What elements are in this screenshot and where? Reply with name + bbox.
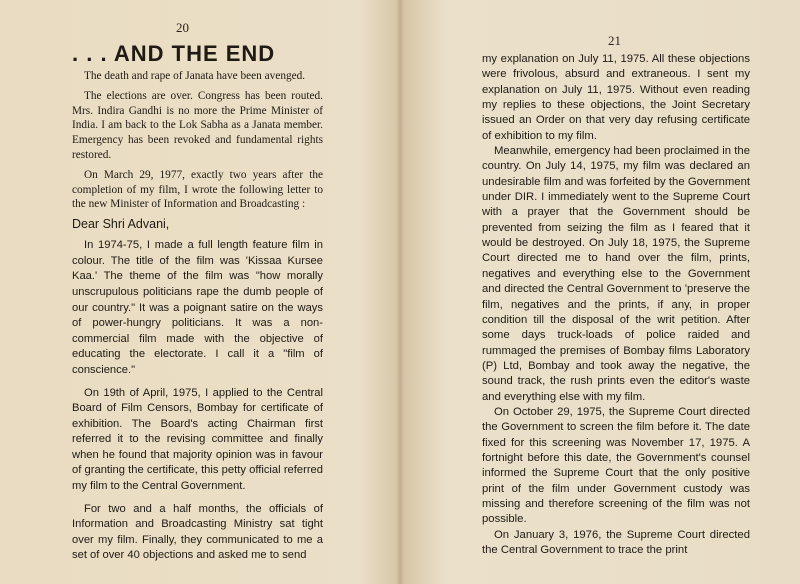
letter-text (72, 238, 323, 564)
letter-salutation: Dear Shri Advani, (72, 217, 170, 232)
right-page-content (482, 52, 750, 558)
page-number-right: 21 (608, 33, 621, 48)
right-page (402, 0, 800, 584)
intro-paragraph: The death and rape of Janata have been avenged. (84, 70, 306, 82)
intro-paragraph: The elections are over. Congress has been routed. Mrs. Indira Gandhi is no more the Prime Minister of India. I am back to the Lok Sabha as a Janata member. Emergency has been revoked and fundamental rights restored. (72, 89, 323, 161)
letter-paragraph: On October 29, 1975, the Supreme Court directed the Government to screen the film before it. The date fixed for this screening was November 17, 1975. A fortnight before this date, the Government's counsel informed the Supreme Court that the only positive print of the film under Government custody was missing and therefore screening of the film was not possible. (482, 405, 750, 526)
letter-paragraph: For two and a half months, the officials of Information and Broadcasting Ministry sat tight over my film. Finally, they communicated to me a set of over 40 objections and asked me to send (72, 502, 323, 562)
letter-paragraph: On 19th of April, 1975, I applied to the Central Board of Film Censors, Bombay for certificate of exhibition. The Board's acting Chairman first referred it to the revising committee and finally when he found that majority opinion was in favour of granting the certificate, this petty official referred my film to the Central Government. (72, 386, 323, 493)
intro-text (72, 69, 323, 212)
letter-paragraph: Meanwhile, emergency had been proclaimed in the country. On July 14, 1975, my film was declared an undesirable film and was forfeited by the Government under DIR. I immediately went to the Supreme Court with a prayer that the Government should be prevented from seizing the film as I feared that it would be destroyed. On July 18, 1975, the Supreme Court directed me to hand over the film, prints, negatives and everything else to the Government and directed the Central Government to 'preserve the film, negatives and the prints, if any, in proper condition till the disposal of the writ petition. After some days truck-loads of police raided and rummaged the premises of Bombay films Laboratory (P) Ltd, Bombay and took away the negative, the sound track, the rush prints even the editor's waste and everything else with my film. (482, 145, 750, 403)
chapter-title: . . . AND THE END (72, 41, 276, 66)
letter-paragraph: In 1974-75, I made a full length feature film in colour. The title of the film was 'Kissaa Kursee Kaa.' The theme of the film was "how morally unscrupulous politicians rape the dumb people of our country." It was a poignant satire on the ways of power-hungry politicians. It was a non-commercial film made with the objective of educating the electorate. I call it a "film of conscience." (72, 239, 323, 376)
left-page-content (72, 43, 323, 571)
letter-paragraph: On January 3, 1976, the Supreme Court directed the Central Government to trace the print (482, 528, 750, 556)
page-number-left: 20 (176, 20, 189, 35)
left-page (0, 0, 398, 584)
intro-paragraph: On March 29, 1977, exactly two years after the completion of my film, I wrote the following letter to the new Minister of Information and Broadcasting : (72, 168, 323, 211)
letter-continuation (482, 52, 750, 558)
letter-paragraph: my explanation on July 11, 1975. All these objections were frivolous, absurd and extraneous. I sent my explanation on July 11, 1975. Without even reading my replies to these objections, the Joint Secretary issued an Order on that very day refusing certificate of exhibition to my film. (482, 53, 750, 142)
